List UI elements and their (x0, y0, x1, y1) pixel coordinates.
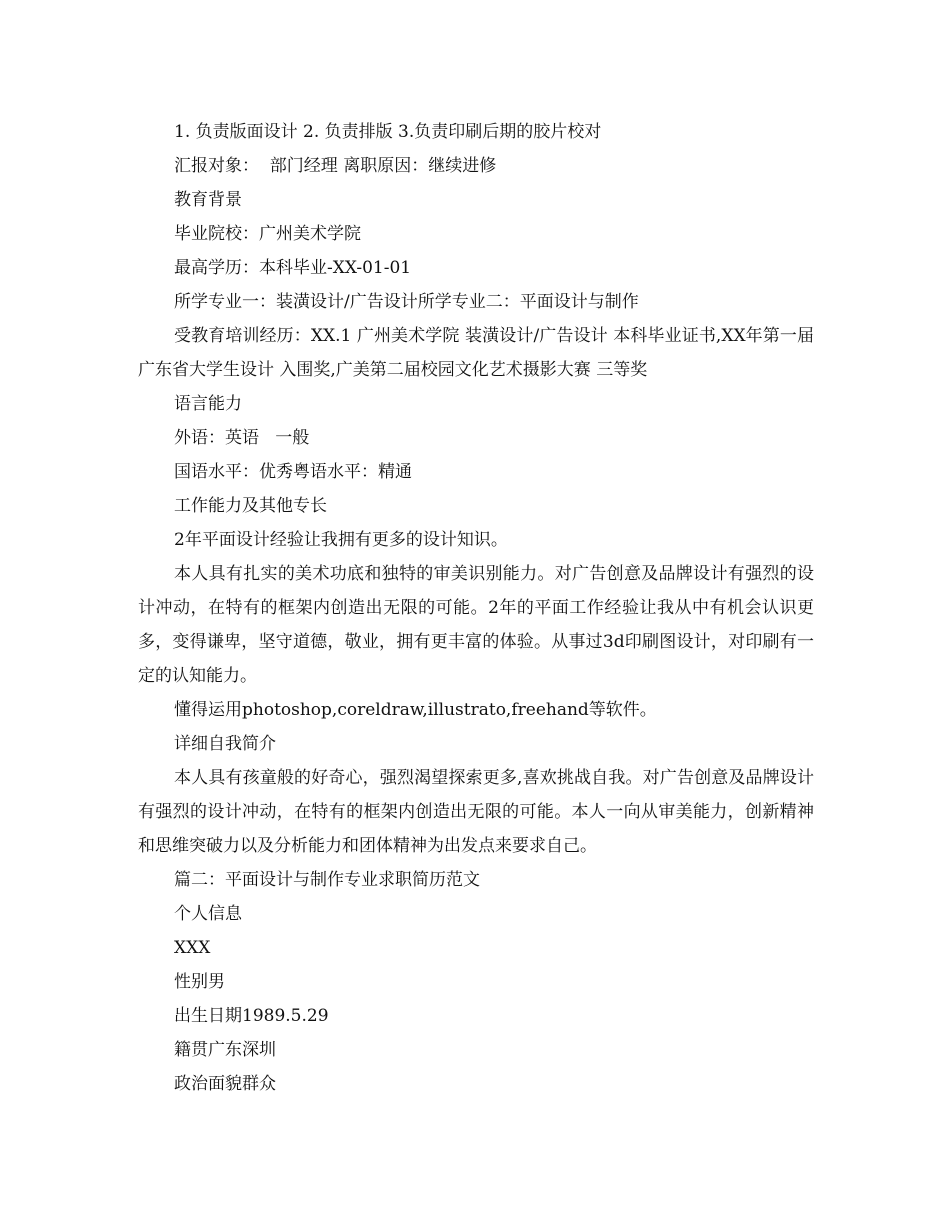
paragraph-mandarin-cantonese: 国语水平：优秀粤语水平：精通 (174, 462, 412, 482)
section-heading-personal-info: 个人信息 (174, 904, 242, 924)
paragraph-political-status: 政治面貌群众 (174, 1074, 276, 1094)
section-heading-self-intro: 详细自我简介 (174, 734, 276, 754)
document-body (138, 115, 814, 1101)
section-heading-education: 教育背景 (174, 190, 242, 210)
paragraph-foreign-language: 外语：英语 一般 (174, 428, 310, 448)
paragraph-degree: 最高学历：本科毕业-XX-01-01 (174, 258, 412, 278)
section-heading-part-two: 篇二：平面设计与制作专业求职简历范文 (174, 870, 480, 890)
paragraph-software: 懂得运用photoshop,coreldraw,illustrato,freehand等软件。 (174, 700, 657, 720)
paragraph-ability: 本人具有扎实的美术功底和独特的审美识别能力。对广告创意及品牌设计有强烈的设计冲动，在特有的框架内创造出无限的可能。2年的平面工作经验让我从中有机会认识更多，变得谦卑，坚守道德，敬业，拥有更丰富的体验。从事过3d印刷图设计，对印刷有一定的认知能力。 (138, 564, 814, 686)
paragraph-majors: 所学专业一：装潢设计/广告设计所学专业二：平面设计与制作 (174, 292, 639, 312)
paragraph-report-to: 汇报对象： 部门经理 离职原因：继续进修 (174, 156, 497, 176)
section-heading-language: 语言能力 (174, 394, 242, 414)
paragraph-self-intro: 本人具有孩童般的好奇心，强烈渴望探索更多,喜欢挑战自我。对广告创意及品牌设计有强烈的设计冲动，在特有的框架内创造出无限的可能。本人一向从审美能力，创新精神和思维突破力以及分析能力和团体精神为出发点来要求自己。 (138, 768, 814, 856)
paragraph-birthdate: 出生日期1989.5.29 (174, 1006, 329, 1026)
paragraph-name: XXX (174, 938, 211, 958)
paragraph-hometown: 籍贯广东深圳 (174, 1040, 276, 1060)
paragraph-experience: 2年平面设计经验让我拥有更多的设计知识。 (174, 530, 508, 550)
paragraph-gender: 性别男 (174, 972, 225, 992)
paragraph-school: 毕业院校：广州美术学院 (174, 224, 361, 244)
paragraph-training: 受教育培训经历：XX.1 广州美术学院 装潢设计/广告设计 本科毕业证书,XX年第一届广东省大学生设计 入围奖,广美第二届校园文化艺术摄影大赛 三等奖 (138, 326, 814, 380)
section-heading-skills: 工作能力及其他专长 (174, 496, 327, 516)
paragraph-duties: 1. 负责版面设计 2. 负责排版 3.负责印刷后期的胶片校对 (174, 122, 602, 142)
